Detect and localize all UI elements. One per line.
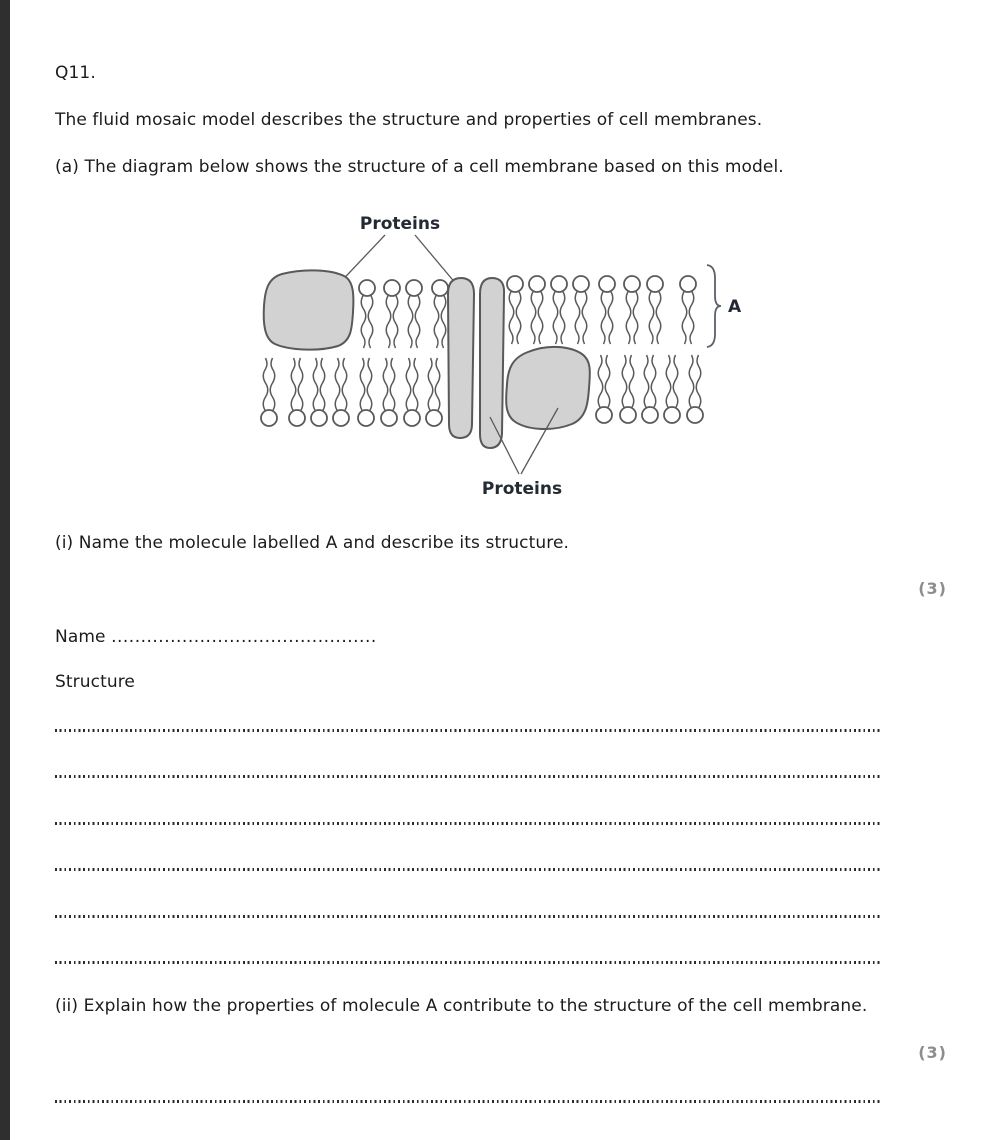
phospholipid (384, 280, 400, 348)
phospholipid (333, 358, 349, 426)
phospholipid (507, 276, 523, 344)
phospholipid (311, 358, 327, 426)
part-i-text: (i) Name the molecule labelled A and describe its structure. (55, 533, 570, 553)
answer-line[interactable] (55, 729, 881, 732)
protein-blob-right (506, 347, 590, 429)
phospholipid (289, 358, 305, 426)
page-edge-bar (0, 0, 10, 1140)
answer-line[interactable] (55, 868, 881, 871)
protein-channel-left (448, 278, 474, 438)
phospholipid (624, 276, 640, 344)
answer-line[interactable] (55, 822, 881, 825)
answer-line[interactable] (55, 915, 881, 918)
phospholipid (687, 355, 703, 423)
phospholipid-row-bottom-right (596, 355, 703, 423)
marks-badge-part-ii: (3) (918, 1043, 947, 1062)
name-answer-row[interactable] (55, 627, 377, 648)
proteins-label-top: Proteins (359, 214, 441, 234)
answer-line[interactable] (55, 961, 881, 964)
phospholipid (529, 276, 545, 344)
proteins-label-bottom: Proteins (481, 479, 563, 499)
phospholipid (406, 280, 422, 348)
phospholipid-row-top-right (507, 276, 696, 344)
bracket-a (707, 265, 721, 347)
phospholipid (642, 355, 658, 423)
intro-text: The fluid mosaic model describes the structure and properties of cell membranes. (55, 110, 763, 130)
phospholipid-row-bottom-left (261, 358, 442, 426)
phospholipid (381, 358, 397, 426)
phospholipid (599, 276, 615, 344)
phospholipid (680, 276, 696, 344)
name-label: Name (55, 627, 106, 647)
question-number: Q11. (55, 63, 96, 83)
phospholipid (404, 358, 420, 426)
phospholipid (432, 280, 448, 348)
structure-label: Structure (55, 672, 135, 692)
protein-blob-left (264, 270, 354, 349)
phospholipid (596, 355, 612, 423)
part-a-text: (a) The diagram below shows the structure of a cell membrane based on this model. (55, 157, 784, 177)
marks-badge-part-i: (3) (918, 579, 947, 598)
phospholipid (573, 276, 589, 344)
phospholipid-row-top-left (359, 280, 448, 348)
label-a: A (728, 297, 742, 317)
phospholipid (647, 276, 663, 344)
phospholipid (664, 355, 680, 423)
answer-line[interactable] (55, 1100, 881, 1103)
phospholipid (358, 358, 374, 426)
phospholipid (261, 358, 277, 426)
phospholipid (426, 358, 442, 426)
name-answer-dots[interactable]: ............................................. (111, 627, 377, 647)
membrane-diagram (248, 202, 760, 502)
answer-line[interactable] (55, 775, 881, 778)
phospholipid (620, 355, 636, 423)
part-ii-text: (ii) Explain how the properties of molecule A contribute to the structure of the cell membrane. (55, 996, 868, 1016)
protein-channel-right (480, 278, 504, 448)
phospholipid (551, 276, 567, 344)
phospholipid (359, 280, 375, 348)
